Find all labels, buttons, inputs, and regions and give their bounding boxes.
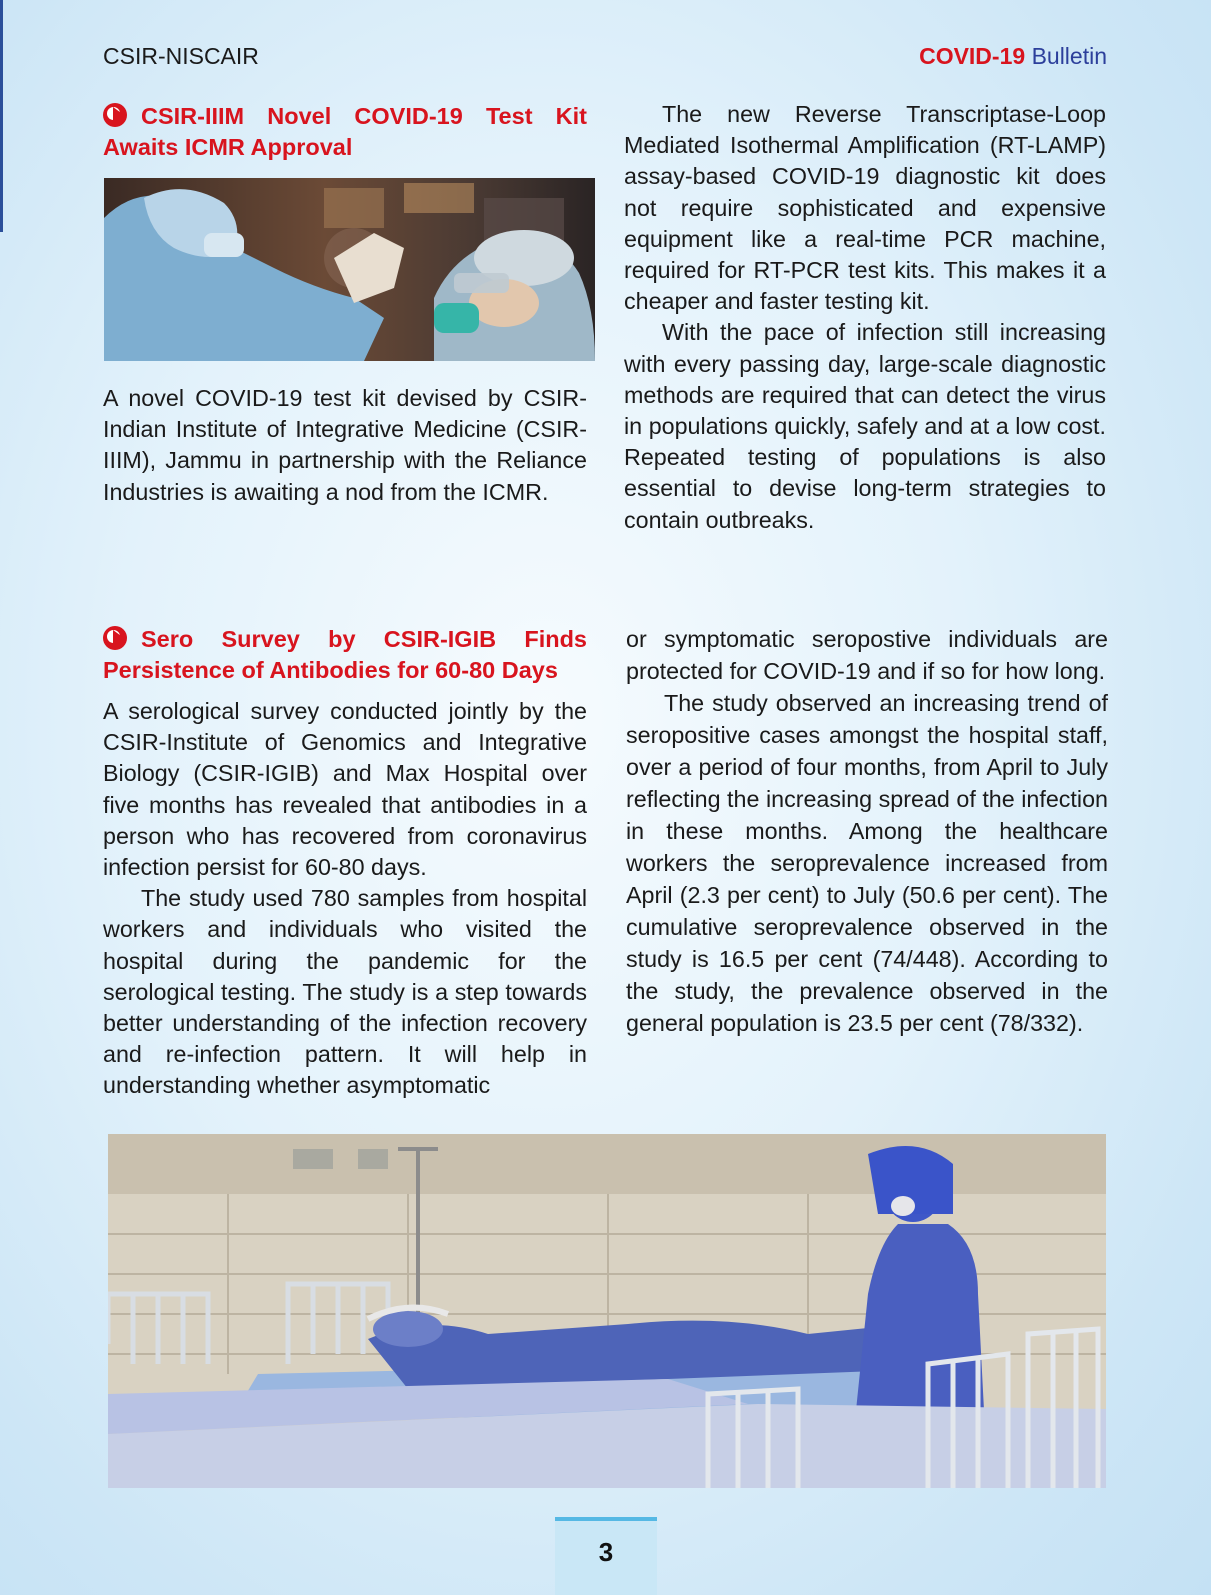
article1-right-paragraph-2: With the pace of infection still increasing with every passing day, large-scale diagnostic methods are required that can detect the virus in populations quickly, safely and at a low cost. Repeated testing of populations is also essential to devise long-term strategies to contain outbreaks. — [624, 319, 1106, 533]
page-number-tab — [555, 1517, 657, 1595]
article2-right-paragraph-1: or symptomatic seropostive individuals are protected for COVID-19 and if so for how long. — [626, 626, 1108, 684]
article1-right-column — [624, 99, 1106, 536]
article1-heading — [103, 101, 587, 163]
article1-title: CSIR-IIIM Novel COVID-19 Test Kit Awaits ICMR Approval — [103, 103, 587, 160]
article2-left-paragraph-1: A serological survey conducted jointly by the CSIR-Institute of Genomics and Integrative Biology (CSIR-IGIB) and Max Hospital over five months has revealed that antibodies in a person who has recovered from coronavirus infection persist for 60-80 days. — [103, 698, 587, 881]
left-edge-rule — [0, 0, 3, 232]
article2-heading — [103, 624, 587, 686]
article2-title: Sero Survey by CSIR-IGIB Finds Persistence of Antibodies for 60-80 Days — [103, 626, 587, 683]
red-arrow-icon — [103, 103, 127, 127]
article2-photo-hospital-ward — [108, 1134, 1106, 1488]
page-number: 3 — [598, 1537, 614, 1567]
red-arrow-icon — [103, 626, 127, 650]
header-org: CSIR-NISCAIR — [103, 43, 259, 69]
article2-left-column — [103, 696, 587, 1102]
article1-left-column — [103, 383, 587, 508]
article2-left-paragraph-2: The study used 780 samples from hospital workers and individuals who visited the hospital during the pandemic for the serological testing. The study is a step towards better understanding of the infection recovery and re-infection pattern. It will help in understanding whether asymptomatic — [103, 885, 587, 1099]
article2-right-column — [626, 623, 1108, 1039]
article1-photo-health-worker-swab — [104, 178, 595, 361]
article2-right-paragraph-2: The study observed an increasing trend of seropositive cases amongst the hospital staff, over a period of four months, from April to July reflecting the increasing spread of the infection in these months. Among the healthcare workers the seroprevalence increased from April (2.3 per cent) to July (50.6 per cent). The cumulative seroprevalence observed in the study is 16.5 per cent (74/448). According to the study, the prevalence observed in the general population is 23.5 per cent (78/332). — [626, 690, 1108, 1036]
article1-right-paragraph-1: The new Reverse Transcriptase-Loop Mediated Isothermal Amplification (RT-LAMP) assay-based COVID-19 diagnostic kit does not require sophisticated and expensive equipment like a real-time PCR machine, required for RT-PCR test kits. This makes it a cheaper and faster testing kit. — [624, 101, 1106, 315]
header-bulletin-word: Bulletin — [1031, 43, 1107, 69]
article1-left-paragraph: A novel COVID-19 test kit devised by CSIR-Indian Institute of Integrative Medicine (CSIR-IIIM), Jammu in partnership with the Reliance Industries is awaiting a nod from the ICMR. — [103, 385, 587, 505]
header-bulletin — [919, 43, 1107, 70]
header-bulletin-covid: COVID-19 — [919, 43, 1026, 69]
